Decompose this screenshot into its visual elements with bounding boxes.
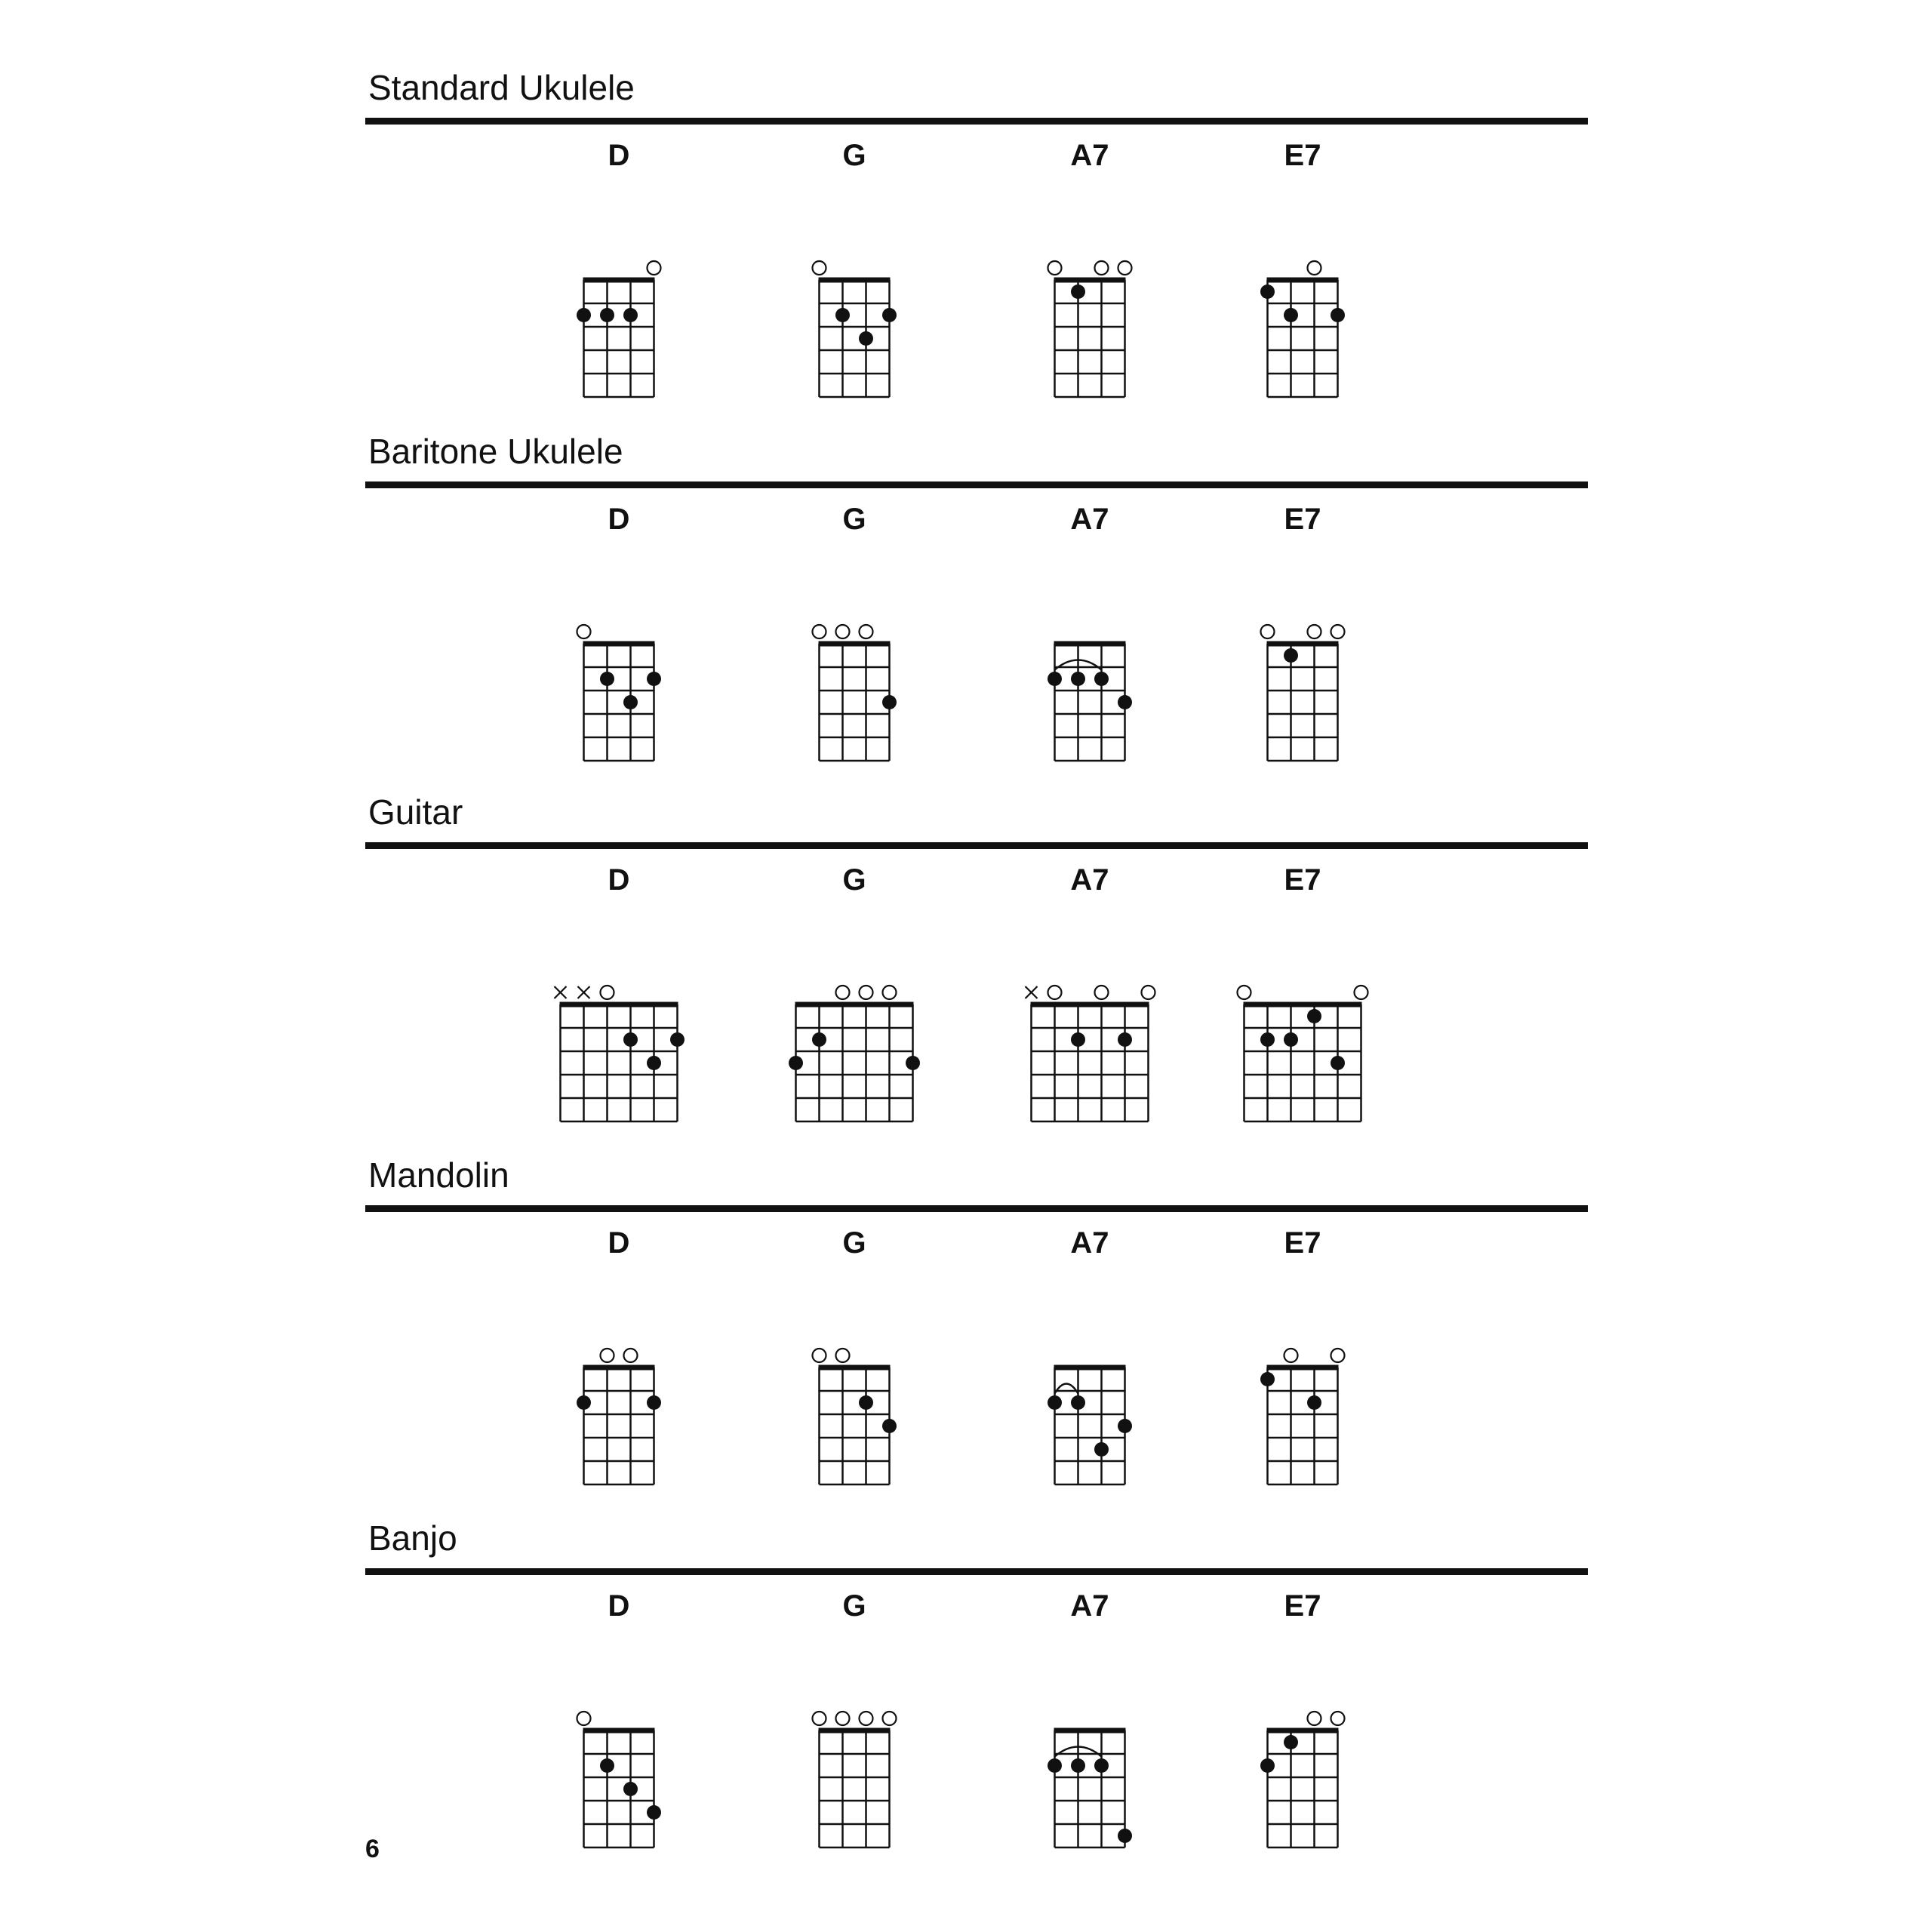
chord-diagram (999, 502, 1180, 728)
chord-diagram (999, 1589, 1180, 1815)
fretboard-grid (795, 1004, 914, 1121)
section-title: Guitar (368, 792, 463, 832)
fretboard-grid (1054, 280, 1126, 397)
open-string-icon (836, 1349, 850, 1362)
finger-dot (859, 1395, 873, 1410)
finger-dot (1094, 672, 1109, 686)
chord-diagram (528, 1589, 709, 1815)
open-string-icon (883, 986, 897, 999)
finger-dot (1284, 1735, 1298, 1749)
chord-d (528, 1226, 709, 1452)
finger-dot (1284, 308, 1298, 322)
fretboard-grid (583, 280, 655, 397)
finger-dot (789, 1056, 803, 1070)
fretboard-grid (583, 1367, 655, 1484)
finger-dot (1071, 1395, 1085, 1410)
chord-g (764, 1589, 945, 1815)
open-string-icon (1261, 625, 1275, 638)
chord-diagram (1212, 1226, 1393, 1452)
open-string-icon (860, 625, 873, 638)
finger-dot (1307, 1009, 1321, 1023)
finger-dot (1071, 672, 1085, 686)
open-string-icon (1308, 261, 1321, 275)
chord-name: E7 (1284, 503, 1321, 536)
finger-dot (882, 1419, 897, 1433)
fretboard-grid (819, 1367, 891, 1484)
finger-dot (1048, 1758, 1062, 1773)
chord-diagram (764, 863, 945, 1089)
chord-name: G (842, 139, 866, 172)
open-string-icon (836, 1712, 850, 1725)
chord-name: E7 (1284, 863, 1321, 897)
chord-diagram (764, 1589, 945, 1815)
open-string-icon (860, 986, 873, 999)
chord-a7 (999, 1226, 1180, 1452)
open-string-icon (860, 1712, 873, 1725)
chord-name: A7 (1070, 503, 1109, 536)
fretboard-grid (1267, 1367, 1339, 1484)
finger-dot (1331, 308, 1345, 322)
chord-name: G (842, 1589, 866, 1623)
fretboard-grid (1267, 644, 1339, 761)
chord-diagram (764, 138, 945, 365)
chord-a7 (999, 863, 1180, 1089)
fretboard-grid (1031, 1004, 1149, 1121)
open-string-icon (813, 1712, 826, 1725)
section-title: Baritone Ukulele (368, 432, 623, 471)
finger-dot (1260, 285, 1275, 299)
chord-diagram (528, 138, 709, 365)
chord-g (764, 863, 945, 1089)
chord-name: D (608, 1226, 630, 1260)
open-string-icon (648, 261, 661, 275)
finger-dot (600, 672, 614, 686)
finger-dot (835, 308, 850, 322)
finger-dot (1331, 1056, 1345, 1070)
finger-dot (1284, 1032, 1298, 1047)
finger-dot (623, 695, 638, 709)
finger-dot (1048, 672, 1062, 686)
open-string-icon (1048, 986, 1062, 999)
chord-d (528, 138, 709, 365)
chord-d (528, 1589, 709, 1815)
chord-diagram (1212, 1589, 1393, 1815)
finger-dot (1260, 1372, 1275, 1386)
chord-name: E7 (1284, 139, 1321, 172)
page-number: 6 (365, 1835, 380, 1863)
open-string-icon (1095, 261, 1109, 275)
fretboard-grid (1267, 280, 1339, 397)
section-divider (365, 118, 1588, 125)
chord-name: D (608, 863, 630, 897)
finger-dot (647, 1805, 661, 1820)
chord-a7 (999, 138, 1180, 365)
chord-diagram (528, 502, 709, 728)
chord-name: D (608, 503, 630, 536)
fretboard-grid (1054, 1367, 1126, 1484)
open-string-icon (577, 1712, 591, 1725)
finger-dot (1307, 1395, 1321, 1410)
open-string-icon (836, 625, 850, 638)
chord-diagram (528, 1226, 709, 1452)
open-string-icon (1331, 1712, 1345, 1725)
open-string-icon (1238, 986, 1251, 999)
fretboard-grid (1054, 644, 1126, 761)
open-string-icon (1142, 986, 1155, 999)
open-string-icon (813, 261, 826, 275)
finger-dot (882, 308, 897, 322)
chord-e7 (1212, 138, 1393, 365)
open-string-icon (601, 1349, 614, 1362)
finger-dot (623, 1032, 638, 1047)
finger-dot (1284, 648, 1298, 663)
finger-dot (1118, 1032, 1132, 1047)
section-title: Mandolin (368, 1155, 509, 1195)
muted-string-icon (555, 986, 567, 998)
chord-g (764, 1226, 945, 1452)
chord-e7 (1212, 863, 1393, 1089)
chord-name: A7 (1070, 139, 1109, 172)
finger-dot (1071, 285, 1085, 299)
finger-dot (577, 1395, 591, 1410)
finger-dot (1118, 1829, 1132, 1843)
section-title: Banjo (368, 1518, 457, 1558)
finger-dot (623, 1782, 638, 1796)
finger-dot (1071, 1758, 1085, 1773)
section-divider (365, 1568, 1588, 1575)
section-guitar (0, 791, 1932, 1153)
fretboard-grid (1267, 1730, 1339, 1847)
open-string-icon (1095, 986, 1109, 999)
chord-g (764, 502, 945, 728)
chord-name: D (608, 139, 630, 172)
section-divider (365, 1205, 1588, 1212)
finger-dot (623, 308, 638, 322)
open-string-icon (813, 1349, 826, 1362)
chord-e7 (1212, 502, 1393, 728)
chord-a7 (999, 502, 1180, 728)
open-string-icon (1284, 1349, 1298, 1362)
finger-dot (600, 1758, 614, 1773)
finger-dot (647, 672, 661, 686)
open-string-icon (883, 1712, 897, 1725)
open-string-icon (1308, 625, 1321, 638)
chord-name: A7 (1070, 863, 1109, 897)
open-string-icon (1355, 986, 1368, 999)
finger-dot (1260, 1758, 1275, 1773)
open-string-icon (1331, 1349, 1345, 1362)
finger-dot (1094, 1442, 1109, 1457)
open-string-icon (1331, 625, 1345, 638)
chord-name: A7 (1070, 1226, 1109, 1260)
finger-dot (647, 1395, 661, 1410)
barre-arc (1055, 1384, 1078, 1394)
finger-dot (1260, 1032, 1275, 1047)
chord-name: E7 (1284, 1589, 1321, 1623)
open-string-icon (1048, 261, 1062, 275)
muted-string-icon (578, 986, 590, 998)
open-string-icon (601, 986, 614, 999)
chord-diagram (999, 863, 1180, 1089)
fretboard-grid (819, 1730, 891, 1847)
finger-dot (859, 331, 873, 346)
chord-g (764, 138, 945, 365)
chord-name: G (842, 863, 866, 897)
open-string-icon (624, 1349, 638, 1362)
chord-diagram (764, 502, 945, 728)
open-string-icon (813, 625, 826, 638)
chord-diagram (1212, 502, 1393, 728)
chord-name: A7 (1070, 1589, 1109, 1623)
section-banjo (0, 1517, 1932, 1879)
section-standard-ukulele (0, 66, 1932, 429)
muted-string-icon (1026, 986, 1038, 998)
open-string-icon (577, 625, 591, 638)
finger-dot (812, 1032, 826, 1047)
chord-name: E7 (1284, 1226, 1321, 1260)
chord-d (528, 502, 709, 728)
finger-dot (1118, 695, 1132, 709)
section-title: Standard Ukulele (368, 68, 635, 107)
finger-dot (1118, 1419, 1132, 1433)
chord-diagram (528, 863, 709, 1089)
chord-diagram (999, 1226, 1180, 1452)
chord-e7 (1212, 1589, 1393, 1815)
section-divider (365, 842, 1588, 849)
chord-a7 (999, 1589, 1180, 1815)
fretboard-grid (819, 280, 891, 397)
chord-e7 (1212, 1226, 1393, 1452)
chord-diagram (1212, 863, 1393, 1089)
chord-diagram (1212, 138, 1393, 365)
open-string-icon (836, 986, 850, 999)
finger-dot (1048, 1395, 1062, 1410)
finger-dot (647, 1056, 661, 1070)
finger-dot (600, 308, 614, 322)
finger-dot (577, 308, 591, 322)
chord-name: D (608, 1589, 630, 1623)
fretboard-grid (1054, 1730, 1126, 1847)
chord-diagram (764, 1226, 945, 1452)
open-string-icon (1118, 261, 1132, 275)
fretboard-grid (583, 644, 655, 761)
section-divider (365, 481, 1588, 488)
chord-name: G (842, 503, 866, 536)
finger-dot (670, 1032, 685, 1047)
fretboard-grid (583, 1730, 655, 1847)
finger-dot (1094, 1758, 1109, 1773)
section-mandolin (0, 1154, 1932, 1516)
chord-diagram (999, 138, 1180, 365)
finger-dot (1071, 1032, 1085, 1047)
fretboard-grid (819, 644, 891, 761)
open-string-icon (1308, 1712, 1321, 1725)
chord-d (528, 863, 709, 1089)
finger-dot (906, 1056, 920, 1070)
chord-name: G (842, 1226, 866, 1260)
finger-dot (882, 695, 897, 709)
section-baritone-ukulele (0, 430, 1932, 792)
